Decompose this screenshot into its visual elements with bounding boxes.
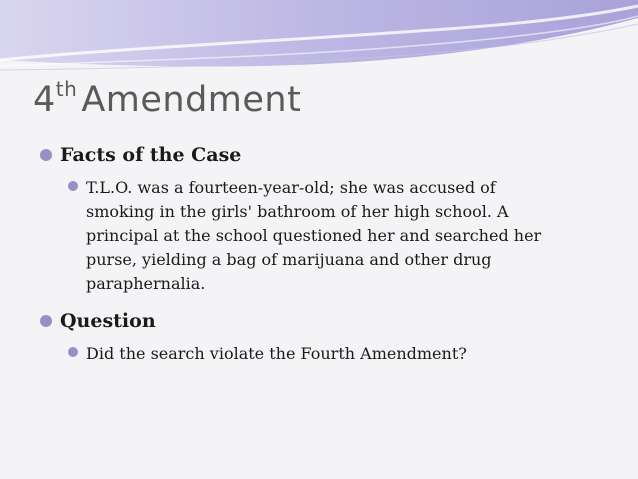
facts-detail-bullet: [68, 176, 541, 296]
facts-line: paraphernalia.: [86, 274, 206, 293]
title-number: 4: [33, 80, 56, 120]
question-bullet: [40, 309, 156, 333]
facts-bullet: [40, 143, 241, 167]
title-rest: Amendment: [81, 80, 302, 120]
header-banner: [0, 0, 638, 80]
bullet-dot-icon: [68, 347, 78, 357]
question-detail-bullet: [68, 342, 467, 366]
bullet-dot-icon: [40, 315, 52, 327]
facts-line: T.L.O. was a fourteen-year-old; she was accused of: [86, 178, 496, 197]
bullet-dot-icon: [40, 149, 52, 161]
facts-line: smoking in the girls' bathroom of her high school. A: [86, 202, 509, 221]
facts-heading: Facts of the Case: [60, 144, 242, 166]
title-superscript: th: [55, 77, 78, 101]
facts-line: principal at the school questioned her and searched her: [86, 226, 542, 245]
question-heading: Question: [60, 310, 156, 332]
facts-line: purse, yielding a bag of marijuana and other drug: [86, 250, 492, 269]
bullet-dot-icon: [68, 181, 78, 191]
facts-paragraph: [86, 176, 541, 296]
question-text: Did the search violate the Fourth Amendment?: [86, 344, 467, 363]
slide-title: [33, 77, 302, 120]
